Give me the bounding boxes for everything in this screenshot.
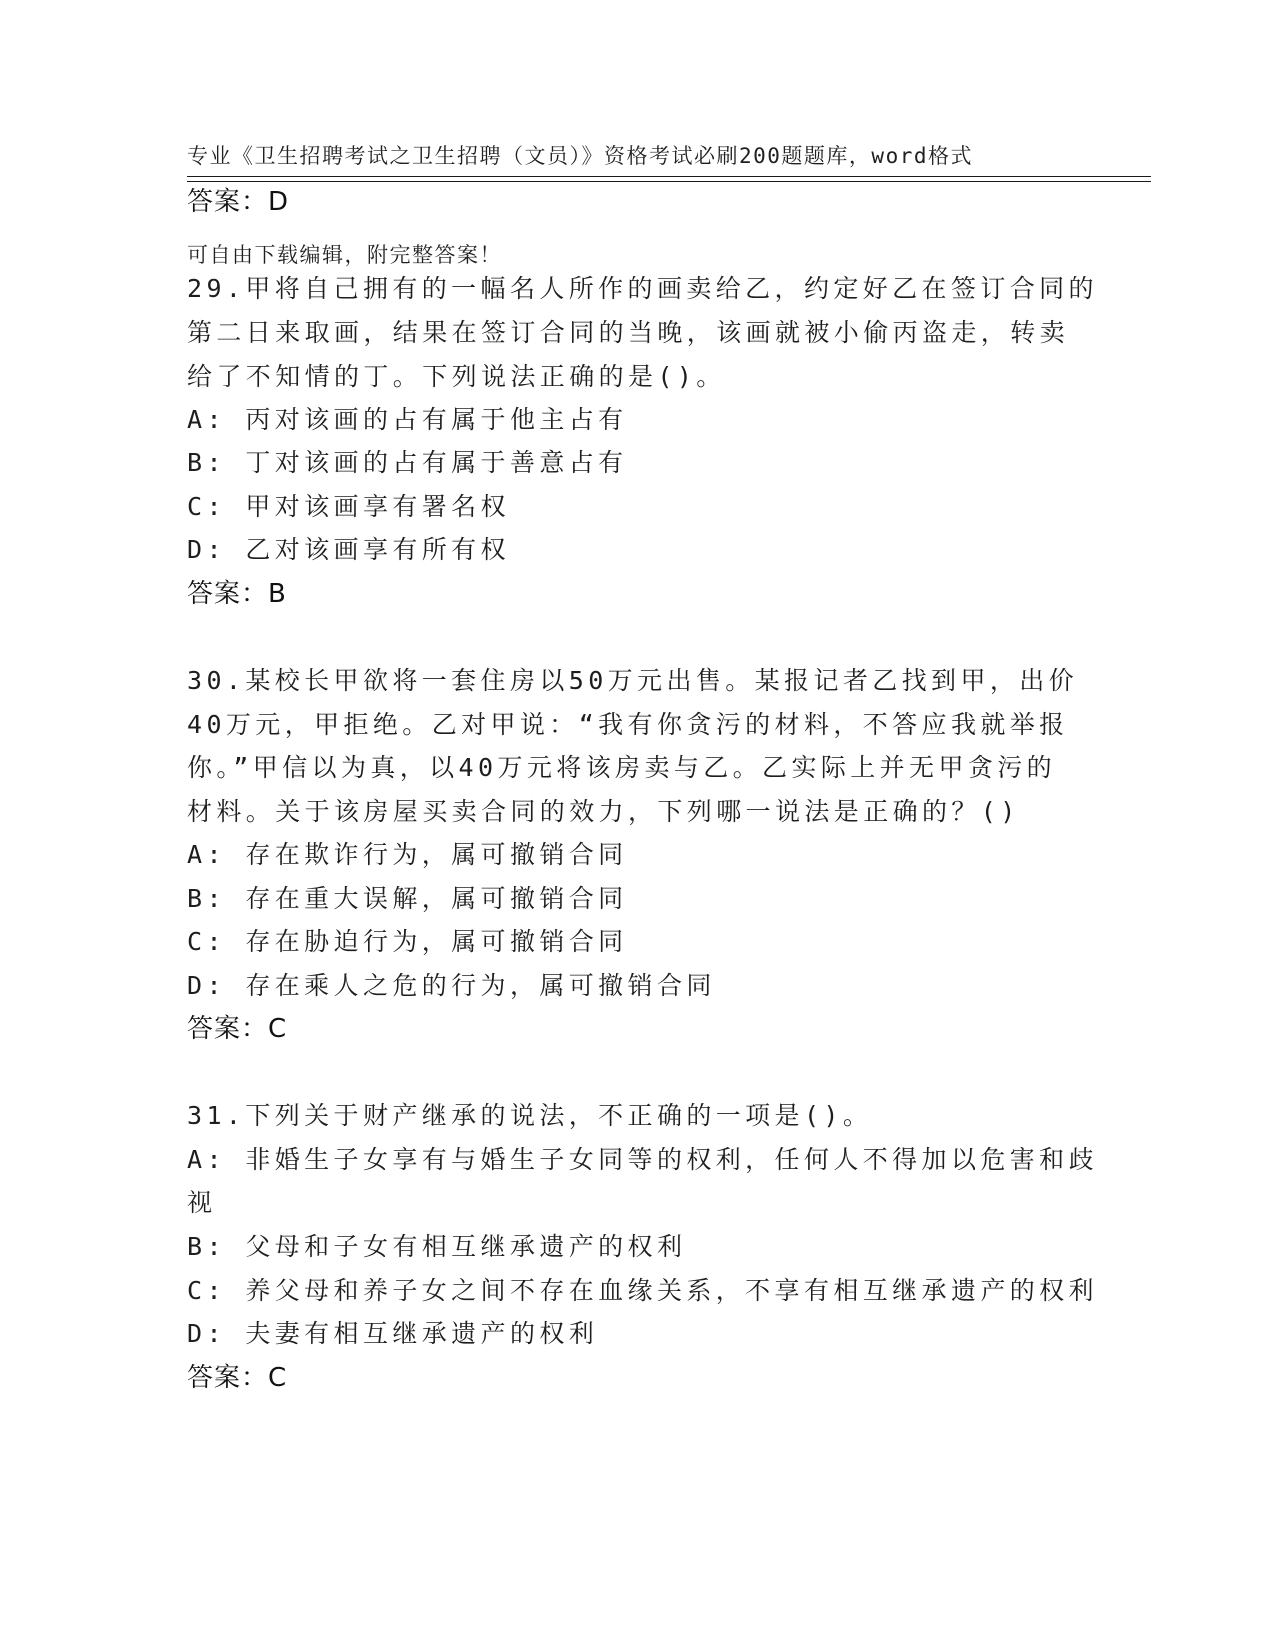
question-30-answer: 答案：C	[187, 1014, 288, 1044]
question-30-option-c: C: 存在胁迫行为，属可撤销合同	[187, 927, 628, 956]
question-31-option-a-line-1: A: 非婚生子女享有与婚生子女同等的权利，任何人不得加以危害和歧	[187, 1145, 1098, 1174]
question-29-stem-line-3: 给了不知情的丁。下列说法正确的是()。	[187, 362, 726, 391]
question-31-option-b: B: 父母和子女有相互继承遗产的权利	[187, 1232, 687, 1261]
question-30-option-d: D: 存在乘人之危的行为，属可撤销合同	[187, 971, 716, 1000]
header-line-2: 可自由下载编辑，附完整答案！	[187, 243, 502, 267]
header-line-1: 专业《卫生招聘考试之卫生招聘（文员）》资格考试必刷200题题库，word格式	[187, 144, 973, 168]
question-31-option-d: D: 夫妻有相互继承遗产的权利	[187, 1319, 599, 1348]
question-30-stem-line-2: 40万元，甲拒绝。乙对甲说：“我有你贪污的材料，不答应我就举报	[187, 710, 1069, 739]
question-29-stem-line-2: 第二日来取画，结果在签订合同的当晚，该画就被小偷丙盗走，转卖	[187, 318, 1070, 347]
question-31-option-c: C: 养父母和养子女之间不存在血缘关系，不享有相互继承遗产的权利	[187, 1276, 1098, 1305]
question-30-option-b: B: 存在重大误解，属可撤销合同	[187, 884, 628, 913]
header-divider-top	[187, 176, 1151, 177]
previous-answer: 答案：D	[187, 187, 290, 217]
question-30-stem-line-1: 30.某校长甲欲将一套住房以50万元出售。某报记者乙找到甲，出价	[187, 666, 1079, 695]
question-29-option-c: C: 甲对该画享有署名权	[187, 492, 510, 521]
question-29-option-a: A: 丙对该画的占有属于他主占有	[187, 405, 628, 434]
question-31-answer: 答案：C	[187, 1363, 288, 1393]
question-29-option-d: D: 乙对该画享有所有权	[187, 535, 510, 564]
question-30-stem-line-4: 材料。关于该房屋买卖合同的效力，下列哪一说法是正确的？()	[187, 797, 1020, 826]
question-30-stem-line-3: 你。”甲信以为真，以40万元将该房卖与乙。乙实际上并无甲贪污的	[187, 753, 1057, 782]
header-divider-bottom	[187, 181, 1151, 182]
question-29-option-b: B: 丁对该画的占有属于善意占有	[187, 448, 628, 477]
question-31-option-a-line-2: 视	[187, 1188, 217, 1217]
question-29-stem-line-1: 29.甲将自己拥有的一幅名人所作的画卖给乙，约定好乙在签订合同的	[187, 274, 1098, 303]
question-30-option-a: A: 存在欺诈行为，属可撤销合同	[187, 840, 628, 869]
question-31-stem-line-1: 31.下列关于财产继承的说法，不正确的一项是()。	[187, 1101, 873, 1130]
question-29-answer: 答案：B	[187, 579, 287, 609]
